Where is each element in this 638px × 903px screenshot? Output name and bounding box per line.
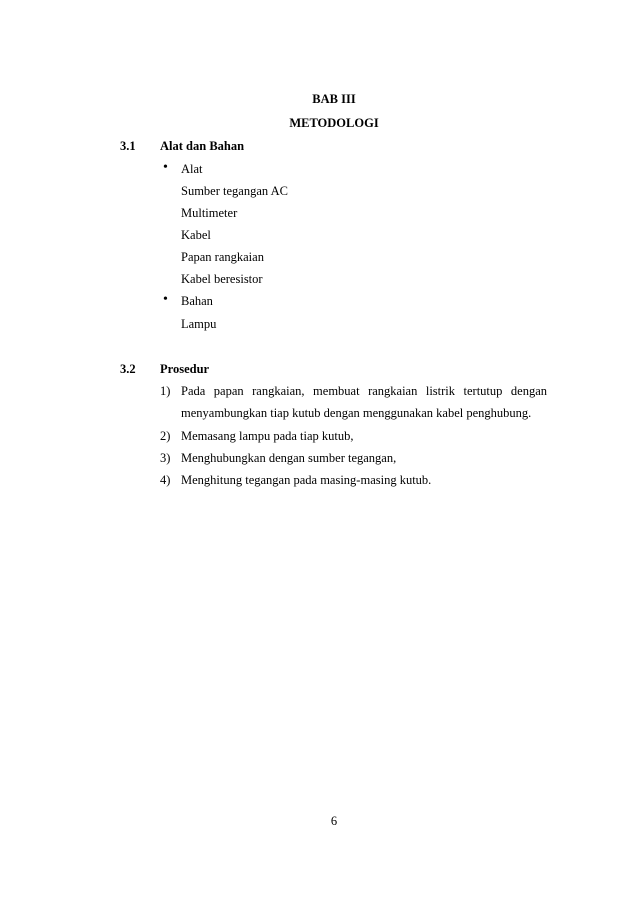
step-text: Pada papan rangkaian, membuat rangkaian listrik tertutup dengan <box>181 384 547 398</box>
step-text: Menghitung tegangan pada masing-masing kutub. <box>181 473 432 487</box>
step-marker: 2) <box>160 429 171 443</box>
group-heading-bahan: Bahan <box>181 294 213 308</box>
section-number: 3.2 <box>120 362 136 376</box>
step-text: Menghubungkan dengan sumber tegangan, <box>181 451 397 465</box>
list-item: Kabel <box>181 228 211 242</box>
list-item: Papan rangkaian <box>181 250 264 264</box>
bullet-icon: • <box>163 160 168 175</box>
page-number: 6 <box>330 814 338 828</box>
section-number: 3.1 <box>120 139 136 153</box>
list-item: Sumber tegangan AC <box>181 184 288 198</box>
step-text: Memasang lampu pada tiap kutub, <box>181 429 354 443</box>
chapter-label: BAB III <box>312 92 356 106</box>
group-heading-alat: Alat <box>181 162 203 176</box>
step-marker: 3) <box>160 451 171 465</box>
step-text-continued: menyambungkan tiap kutub dengan menggunakan kabel penghubung. <box>181 406 532 420</box>
list-item: Lampu <box>181 317 217 331</box>
step-marker: 4) <box>160 473 171 487</box>
list-item: Kabel beresistor <box>181 272 263 286</box>
bullet-icon: • <box>163 292 168 307</box>
chapter-title: METODOLOGI <box>289 116 379 130</box>
section-title: Alat dan Bahan <box>160 139 245 153</box>
step-marker: 1) <box>160 384 171 398</box>
list-item: Multimeter <box>181 206 238 220</box>
section-title: Prosedur <box>160 362 210 376</box>
